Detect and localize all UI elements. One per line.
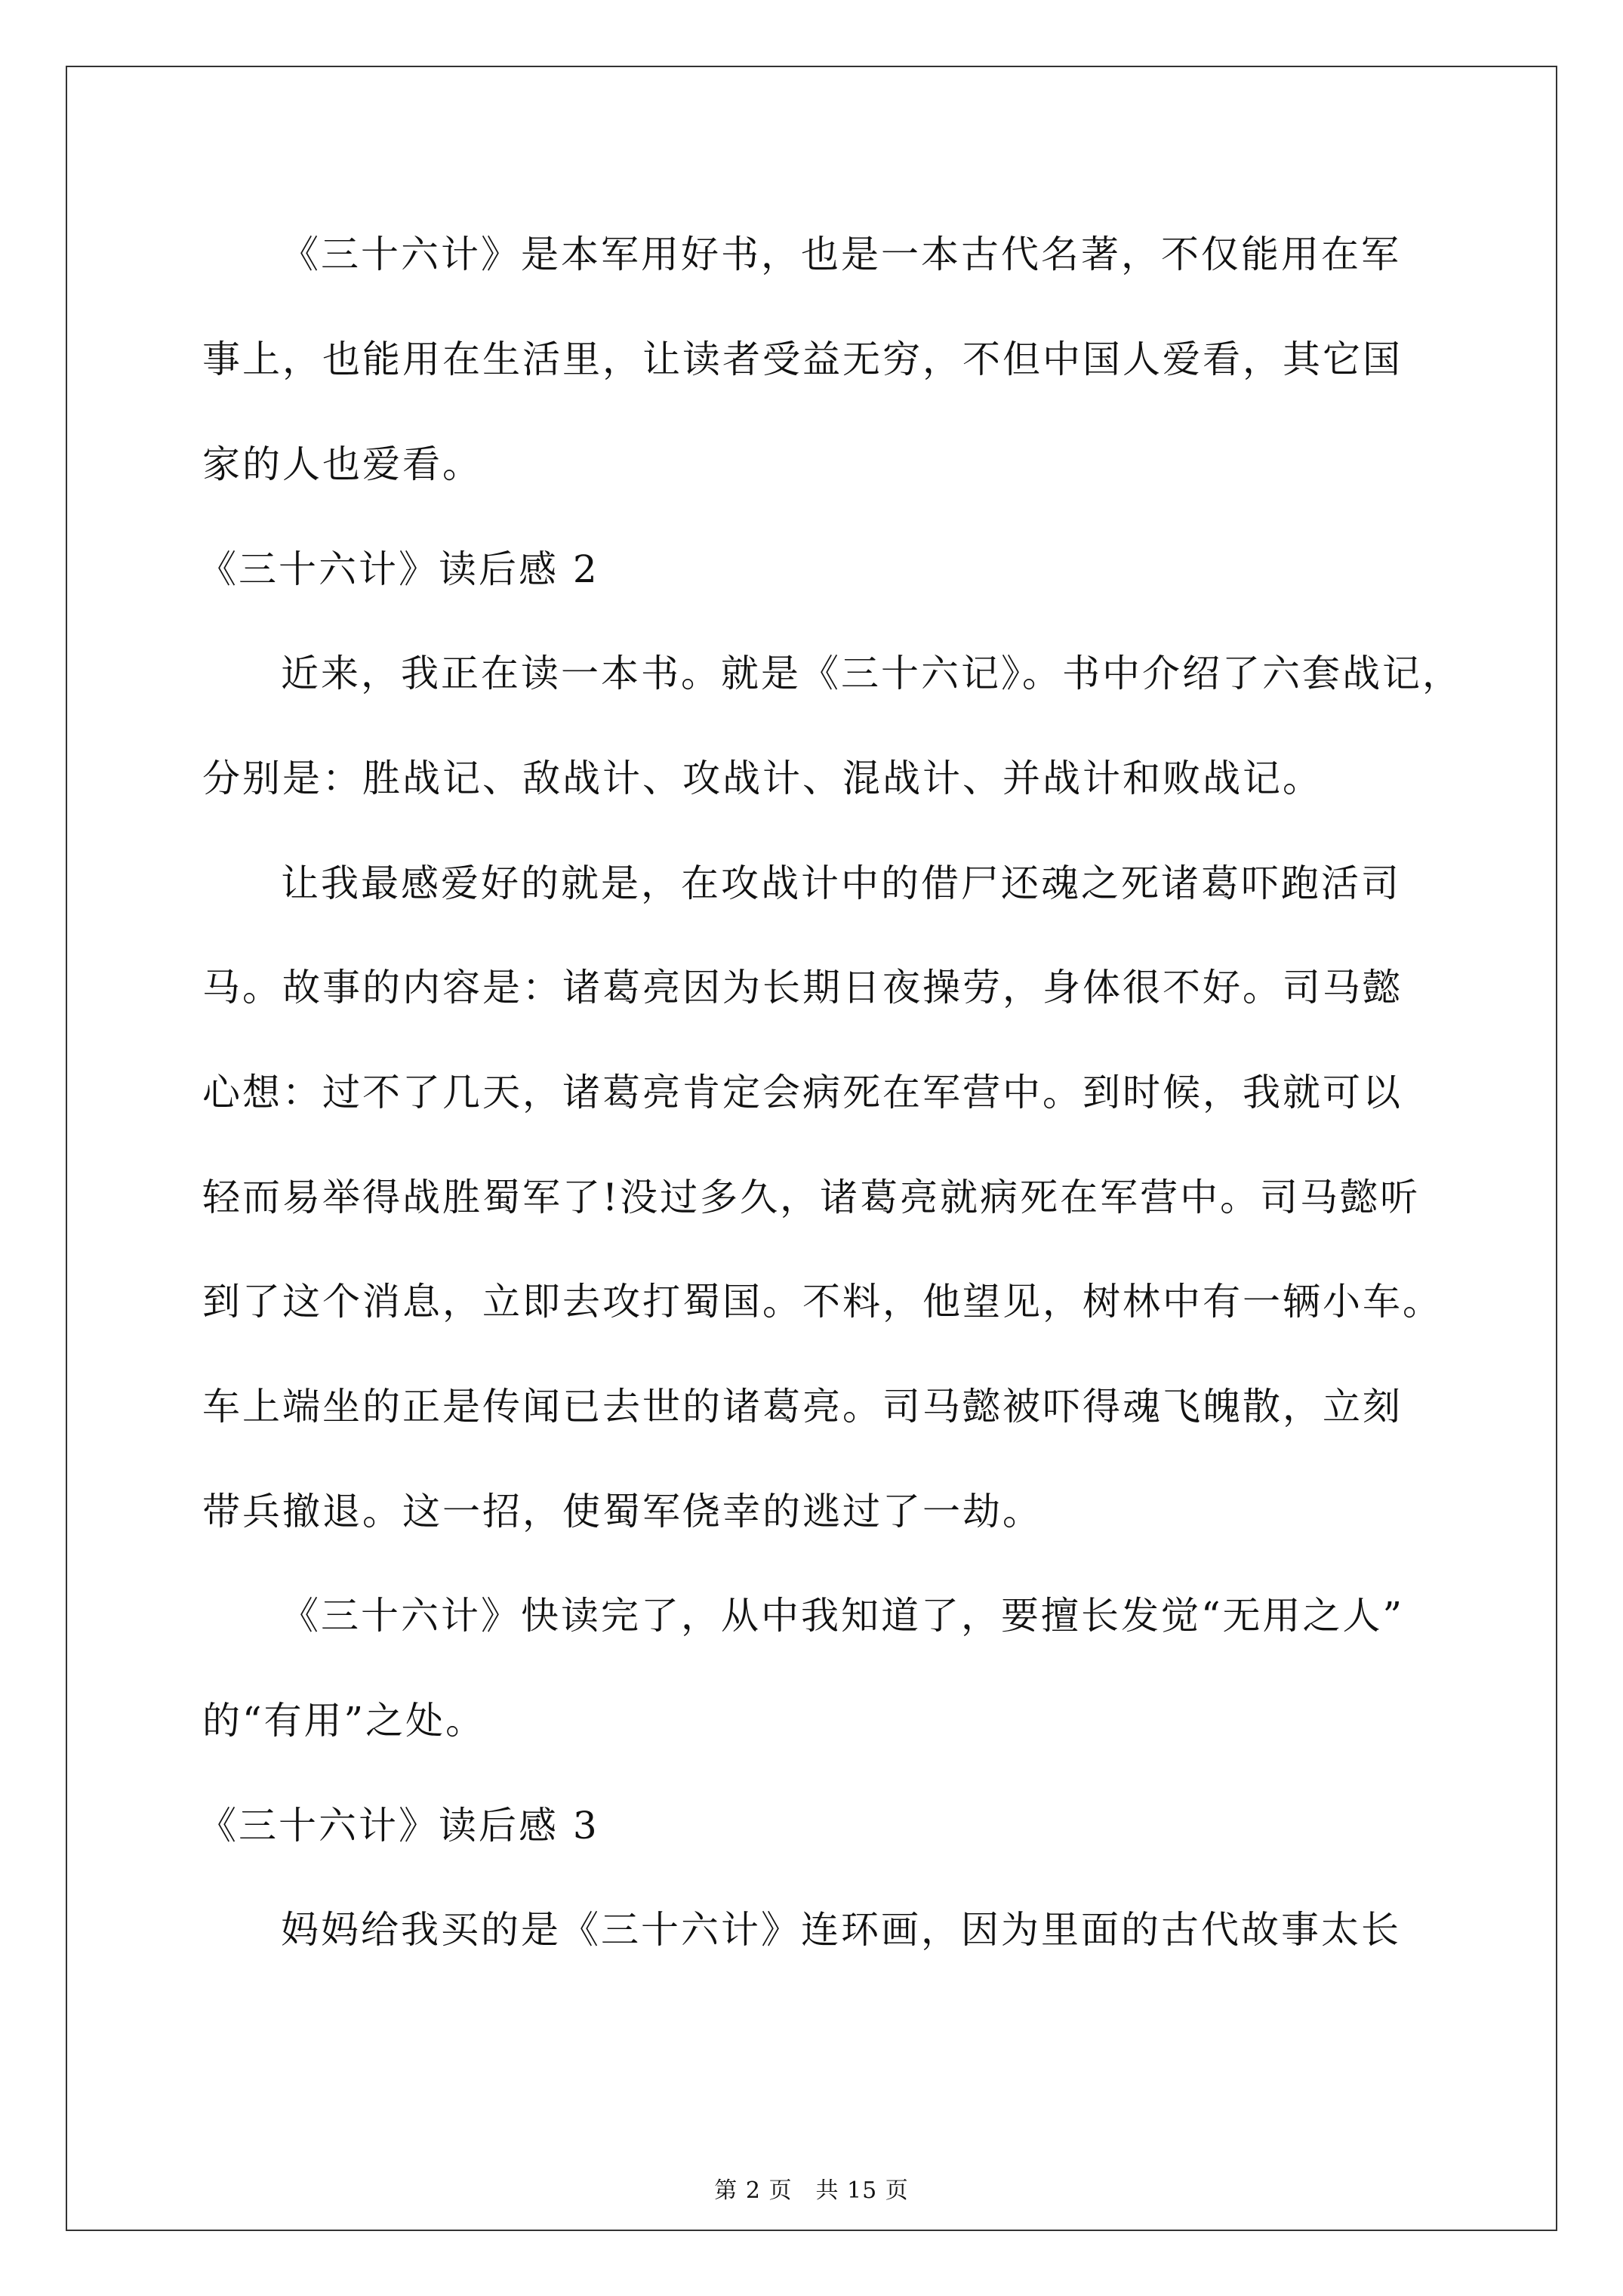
paragraph-line: 《三十六计》快读完了，从中我知道了，要擅长发觉“无用之人”: [281, 1594, 1405, 1638]
paragraph-line: 事上，也能用在生活里，让读者受益无穷，不但中国人爱看，其它国: [202, 337, 1403, 381]
paragraph-line: 家的人也爱看。: [202, 442, 482, 486]
paragraph-line: 带兵撤退。这一招，使蜀军侥幸的逃过了一劫。: [202, 1490, 1042, 1533]
paragraph-line: 妈妈给我买的是《三十六计》连环画，因为里面的古代故事太长: [281, 1908, 1401, 1952]
section-heading: 《三十六计》读后感 2: [199, 547, 599, 591]
page-number: 第 2 页 共 15 页: [714, 2177, 909, 2204]
paragraph-line: 让我最感爱好的就是，在攻战计中的借尸还魂之死诸葛吓跑活司: [281, 861, 1401, 905]
page-border: [66, 66, 1557, 2231]
section-heading: 《三十六计》读后感 3: [199, 1804, 599, 1848]
paragraph-line: 轻而易举得战胜蜀军了!没过多久，诸葛亮就病死在军营中。司马懿听: [202, 1176, 1421, 1219]
paragraph-line: 心想：过不了几天，诸葛亮肯定会病死在军营中。到时候，我就可以: [202, 1071, 1403, 1114]
paragraph-line: 近来，我正在读一本书。就是《三十六记》。书中介绍了六套战记，: [281, 652, 1462, 695]
paragraph-line: 车上端坐的正是传闻已去世的诸葛亮。司马懿被吓得魂飞魄散，立刻: [202, 1385, 1403, 1428]
paragraph-line: 分别是：胜战记、敌战计、攻战计、混战计、并战计和败战记。: [202, 757, 1323, 800]
paragraph-line: 《三十六计》是本军用好书，也是一本古代名著，不仅能用在军: [281, 233, 1401, 276]
paragraph-line: 到了这个消息，立即去攻打蜀国。不料，他望见，树林中有一辆小车。: [202, 1280, 1443, 1324]
paragraph-line: 马。故事的内容是：诸葛亮因为长期日夜操劳，身体很不好。司马懿: [202, 966, 1403, 1009]
paragraph-line: 的“有用”之处。: [202, 1699, 486, 1743]
